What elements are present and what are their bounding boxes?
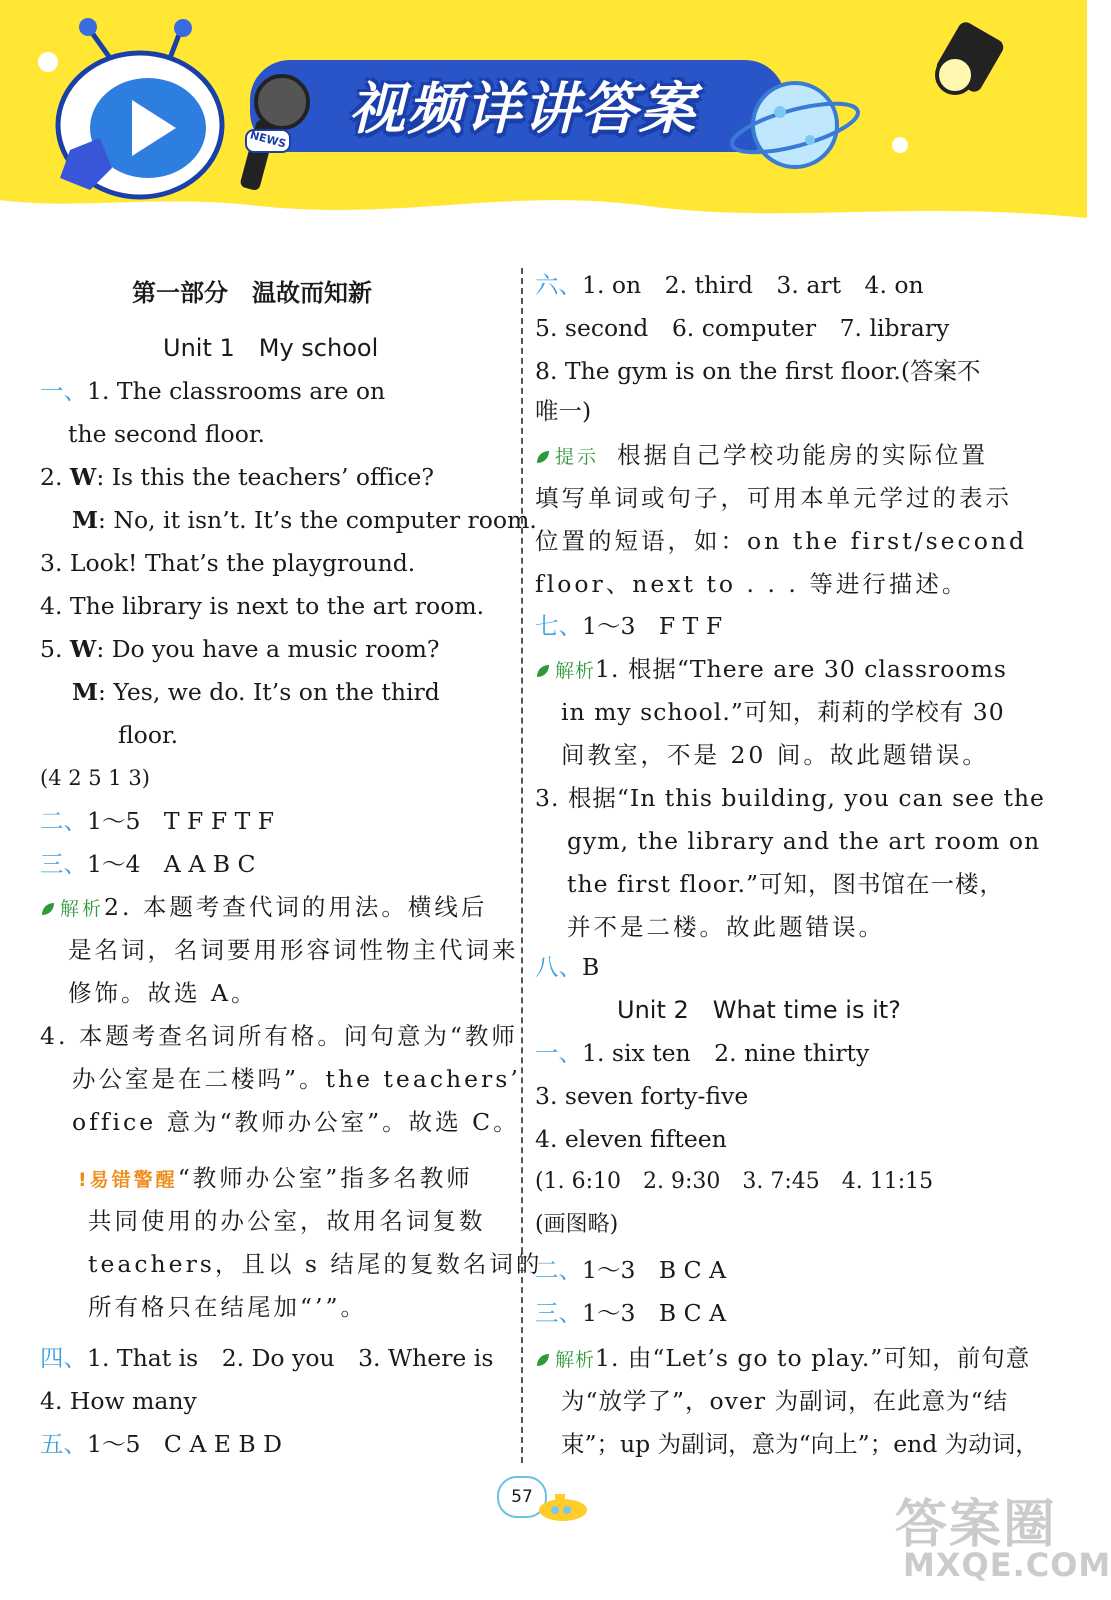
explanation-line: 办公室是在二楼吗”。the teachers’ [72, 1065, 521, 1093]
explanation-line: 并不是二楼。故此题错误。 [567, 913, 885, 941]
answer-line: 4. eleven fifteen [535, 1125, 727, 1153]
explanation-line: 4. 本题考查名词所有格。问句意为“教师 [40, 1022, 518, 1050]
question-number: 三、 [535, 1299, 582, 1327]
explanation-line: 修饰。故选 A。 [68, 979, 258, 1007]
answer-line: 4. The library is next to the art room. [40, 592, 485, 620]
leaf-icon [535, 1352, 551, 1368]
section-title: 第一部分 温故而知新 [132, 279, 372, 307]
explanation-line: 是名词，名词要用形容词性物主代词来 [68, 936, 519, 964]
answer-line: 二、1～5 T F F T F [40, 807, 275, 835]
leaf-icon [535, 663, 551, 679]
warning-tag: 易错警醒 [89, 1169, 178, 1191]
explanation-line: gym, the library and the art room on [567, 827, 1041, 855]
answer-line: 2. W: Is this the teachers’ office? [40, 463, 434, 491]
warning-line: 共同使用的办公室，故用名词复数 [88, 1207, 486, 1235]
hint-line: floor、next to . . . 等进行描述。 [535, 570, 969, 598]
hint-line: 提示 根据自己学校功能房的实际位置 [535, 438, 988, 472]
explanation-line: 解析1. 根据“There are 30 classrooms [535, 652, 1007, 686]
answer-line: floor. [118, 721, 179, 749]
question-number: 二、 [40, 807, 87, 835]
submarine-icon [535, 1490, 595, 1524]
question-number: 六、 [535, 271, 582, 299]
answer-line: (4 2 5 1 3) [40, 766, 150, 790]
answer-line: 5. W: Do you have a music room? [40, 635, 440, 663]
watermark-url: MXQE.COM [903, 1546, 1111, 1584]
hint-tag: 提示 [555, 446, 600, 468]
analysis-tag: 解析 [60, 898, 105, 920]
answer-line: 一、1. six ten 2. nine thirty [535, 1039, 870, 1067]
answer-line: 二、1～3 B C A [535, 1256, 727, 1284]
watermark [895, 1482, 1111, 1592]
hint-line: 位置的短语，如：on the first/second [535, 527, 1028, 555]
answer-line: 5. second 6. computer 7. library [535, 314, 950, 342]
answer-line: M: Yes, we do. It’s on the third [72, 678, 440, 706]
question-number: 三、 [40, 850, 87, 878]
leaf-icon [40, 901, 56, 917]
question-number: 五、 [40, 1430, 87, 1458]
hint-line: 填写单词或句子，可用本单元学过的表示 [535, 484, 1012, 512]
answer-line: 8. The gym is on the first floor.(答案不 [535, 357, 981, 385]
explanation-line: 束”；up 为副词，意为“向上”；end 为动词， [561, 1430, 1039, 1458]
answer-line: (画图略) [535, 1212, 619, 1237]
answer-line: 唯一) [535, 397, 592, 425]
unit2-title: Unit 2 What time is it? [617, 996, 901, 1024]
warning-line: teachers，且以 s 结尾的复数名词的 [88, 1250, 543, 1278]
unit1-title: Unit 1 My school [163, 334, 379, 362]
answer-line: M: No, it isn’t. It’s the computer room. [72, 506, 537, 534]
explanation-line: office 意为“教师办公室”。故选 C。 [72, 1108, 520, 1136]
answer-line: 四、1. That is 2. Do you 3. Where is [40, 1344, 494, 1372]
answer-line: 三、1～3 B C A [535, 1299, 727, 1327]
question-number: 四、 [40, 1344, 87, 1372]
answer-line: 五、1～5 C A E B D [40, 1430, 282, 1458]
answer-line: 三、1～4 A A B C [40, 850, 256, 878]
warning-icon: ! [78, 1169, 90, 1191]
explanation-line: 解析1. 由“Let’s go to play.”可知，前句意 [535, 1341, 1030, 1375]
answer-line: (1. 6:10 2. 9:30 3. 7:45 4. 11:15 [535, 1169, 934, 1194]
warning-line: !易错警醒“教师办公室”指多名教师 [78, 1164, 473, 1192]
news-label: NEWS [248, 128, 288, 151]
answer-line: 七、1～3 F T F [535, 612, 723, 640]
answer-line: 六、1. on 2. third 3. art 4. on [535, 271, 924, 299]
explanation-line: the first floor.”可知，图书馆在一楼， [567, 870, 1005, 898]
answer-line: 八、B [535, 953, 600, 981]
question-number: 七、 [535, 612, 582, 640]
explanation-line: 解析2. 本题考查代词的用法。横线后 [40, 890, 487, 924]
question-number: 二、 [535, 1256, 582, 1284]
question-number: 一、 [535, 1039, 582, 1067]
question-number: 八、 [535, 953, 582, 981]
header-banner [0, 0, 1087, 240]
explanation-line: 为“放学了”，over 为副词，在此意为“结 [561, 1387, 1009, 1415]
answer-line: 3. seven forty-five [535, 1082, 749, 1110]
explanation-line: in my school.”可知，莉莉的学校有 30 [561, 698, 1005, 726]
watermark-logo: 答案圈 [895, 1495, 1058, 1555]
answer-line: the second floor. [68, 420, 265, 448]
answer-line: 3. Look! That’s the playground. [40, 549, 416, 577]
page-number: 57 [497, 1476, 547, 1518]
banner-title: 视频详讲答案 [349, 77, 697, 142]
question-number: 一、 [40, 377, 87, 405]
leaf-icon [535, 449, 551, 465]
analysis-tag: 解析 [555, 1349, 596, 1371]
column-divider [521, 268, 523, 1463]
analysis-tag: 解析 [555, 660, 596, 682]
answer-line: 4. How many [40, 1387, 197, 1415]
warning-line: 所有格只在结尾加“’”。 [88, 1293, 367, 1321]
explanation-line: 3. 根据“In this building, you can see the [535, 784, 1045, 812]
explanation-line: 间教室，不是 20 间。故此题错误。 [561, 741, 989, 769]
answer-line: 一、1. The classrooms are on [40, 377, 386, 405]
